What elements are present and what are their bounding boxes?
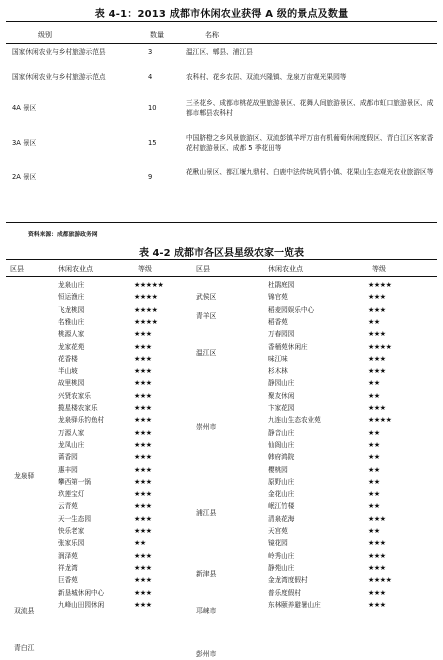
left-star-rating: ★★★	[134, 367, 152, 376]
right-county-label: 武侯区	[196, 293, 217, 302]
left-point-name: 万源人家	[58, 428, 85, 437]
left-star-rating: ★★★	[134, 502, 152, 511]
right-point-name: 天宫苑	[268, 527, 288, 535]
left-star-rating: ★★★	[134, 440, 152, 449]
table2-header-level-right: 等级	[372, 265, 386, 273]
right-point-name: 樱桃园	[268, 465, 288, 474]
right-star-rating: ★★	[368, 465, 380, 474]
right-star-rating: ★★★★	[368, 416, 392, 425]
right-star-rating: ★★	[368, 477, 380, 486]
right-star-rating: ★★★	[368, 354, 386, 363]
left-point-name: 花香楼	[58, 354, 78, 363]
left-point-name: 龙泉山庄	[58, 281, 85, 289]
right-point-name: 金花山庄	[268, 490, 295, 499]
right-star-rating: ★★★	[368, 305, 386, 314]
table1-names-cell: 农科村、花乡农居、双流兴隆镇、龙泉万亩观光果园等	[186, 73, 347, 81]
left-point-name: 蔷香园	[58, 453, 78, 462]
table1-bottom-rule	[6, 222, 437, 223]
left-point-name: 桃源人家	[58, 330, 85, 339]
right-point-name: 韩府鸿院	[268, 453, 295, 462]
left-point-name: 龙凤山庄	[58, 440, 85, 449]
left-point-name: 惠丰园	[58, 465, 78, 474]
left-point-name: 玖莲宝灯	[58, 490, 85, 499]
right-point-name: 金龙湾度假村	[268, 576, 308, 585]
right-star-rating: ★★★	[368, 539, 386, 548]
left-star-rating: ★★★	[134, 490, 152, 499]
table1-header-count: 数量	[150, 31, 164, 39]
left-point-name: 润泽苑	[58, 551, 78, 560]
right-point-name: 静园山庄	[268, 379, 295, 388]
table1-names-cell: 中国脐橙之乡风景旅游区、双流彭镇羊坪万亩有机葡萄休闲度假区、青白江区客家香花村旅游景区、成都 5 季花田等	[186, 134, 434, 152]
right-star-rating: ★★★★	[368, 342, 392, 351]
right-point-name: 聚友休闲	[268, 391, 295, 400]
table1-count-cell: 3	[148, 48, 153, 56]
left-star-rating: ★★★	[134, 576, 152, 585]
right-star-rating: ★★★★	[368, 576, 392, 585]
right-star-rating: ★★	[368, 428, 380, 437]
right-county-label: 邛崃市	[196, 607, 217, 616]
right-star-rating: ★★★	[368, 293, 386, 302]
table1-count-cell: 10	[148, 104, 157, 112]
left-star-rating: ★★★	[134, 477, 152, 486]
right-point-name: 杜鹃庭园	[268, 281, 295, 289]
table2-header-point-right: 休闲农业点	[268, 265, 303, 273]
left-point-name: 祥龙湾	[58, 563, 78, 572]
left-point-name: 新垦城休闲中心	[58, 588, 105, 597]
table1-title: 表 4-1：2013 成都市休闲农业获得 A 级的景点及数量	[94, 9, 349, 20]
table1-count-cell: 9	[148, 173, 153, 181]
table2-header-county-right: 区县	[196, 265, 210, 273]
right-star-rating: ★★★	[368, 563, 386, 572]
table1-source: 资料来源：成都旅游政务网	[28, 232, 98, 238]
right-star-rating: ★★	[368, 379, 380, 388]
right-star-rating: ★★★	[368, 600, 386, 609]
right-point-name: 岭秀山庄	[268, 551, 295, 560]
right-county-label: 彭州市	[196, 650, 217, 659]
table2-header-rule	[6, 276, 437, 277]
right-point-name: 原野山庄	[268, 477, 295, 486]
left-point-name: 名雅山庄	[58, 317, 85, 326]
left-point-name: 龙泉驿乐钓鱼村	[58, 416, 105, 425]
left-star-rating: ★★★	[134, 465, 152, 474]
table1-names-cell: 温江区、郫县、浦江县	[186, 48, 253, 56]
left-star-rating: ★★★	[134, 563, 152, 572]
left-star-rating: ★★★	[134, 342, 152, 351]
left-point-name: 飞龙桃园	[58, 305, 85, 314]
left-star-rating: ★★★	[134, 588, 152, 597]
right-point-name: 东林颐养避暑山庄	[268, 600, 321, 609]
right-point-name: 万春园园	[268, 330, 295, 339]
left-star-rating: ★★★★	[134, 305, 158, 314]
left-star-rating: ★★★★	[134, 317, 158, 326]
left-point-name: 张家乐园	[58, 539, 85, 548]
right-point-name: 杉木林	[268, 367, 288, 376]
left-star-rating: ★★★	[134, 428, 152, 437]
left-point-name: 云青苑	[58, 502, 78, 511]
right-county-label: 青羊区	[196, 311, 217, 320]
right-county-label: 崇州市	[196, 422, 217, 431]
left-point-name: 龙家花苑	[58, 342, 85, 351]
left-county-label: 青白江	[14, 644, 35, 652]
table2-header-point-left: 休闲农业点	[58, 265, 93, 273]
left-star-rating: ★★★	[134, 514, 152, 523]
right-star-rating: ★★	[368, 453, 380, 462]
left-star-rating: ★★	[134, 539, 146, 548]
right-star-rating: ★★	[368, 317, 380, 326]
table2-header-county-left: 区县	[10, 265, 24, 273]
left-star-rating: ★★★	[134, 404, 152, 412]
right-star-rating: ★★	[368, 440, 380, 449]
table1-level-cell: 4A 景区	[12, 104, 37, 112]
table2-top-rule	[6, 259, 437, 260]
right-point-name: 稻香苑	[268, 317, 288, 326]
left-star-rating: ★★★★	[134, 293, 158, 302]
right-county-label: 温江区	[196, 348, 217, 357]
right-star-rating: ★★★	[368, 330, 386, 339]
right-point-name: 静音山庄	[268, 428, 295, 437]
right-star-rating: ★★★	[368, 514, 386, 523]
right-point-name: 静苑山庄	[268, 563, 295, 572]
left-star-rating: ★★★	[134, 330, 152, 339]
right-star-rating: ★★★	[368, 551, 386, 560]
left-point-name: 恒运渔庄	[58, 293, 85, 302]
table2-header-level-left: 等级	[138, 265, 152, 273]
left-star-rating: ★★★	[134, 391, 152, 400]
table1-top-rule	[6, 21, 437, 22]
right-point-name: 镜花园	[268, 539, 288, 548]
right-star-rating: ★★	[368, 490, 380, 499]
left-star-rating: ★★★	[134, 453, 152, 462]
left-star-rating: ★★★	[134, 600, 152, 609]
right-point-name: 清泉花海	[268, 514, 295, 523]
right-county-label: 浦江县	[196, 508, 217, 517]
left-point-name: 巨香苑	[58, 576, 78, 585]
right-star-rating: ★★★	[368, 404, 386, 412]
right-star-rating: ★★★★	[368, 281, 392, 289]
table1-count-cell: 15	[148, 139, 157, 147]
left-point-name: 揽星楼农家乐	[58, 404, 98, 412]
left-point-name: 快乐老家	[58, 527, 85, 535]
left-point-name: 九峰山田园休闲	[58, 600, 105, 609]
left-county-label: 双流县	[14, 607, 35, 616]
left-star-rating: ★★★★★	[134, 281, 164, 289]
table1-header-rule	[6, 43, 437, 44]
right-point-name: 味江味	[268, 354, 288, 363]
table1-level-cell: 国家休闲农业与乡村旅游示范点	[12, 73, 106, 81]
table1-level-cell: 2A 景区	[12, 173, 37, 181]
right-point-name: 稻麦园娱乐中心	[268, 305, 315, 314]
left-county-label: 龙泉驿	[14, 471, 35, 480]
left-point-name: 故里桃园	[58, 379, 85, 388]
left-star-rating: ★★★	[134, 379, 152, 388]
left-point-name: 半山坡	[58, 367, 78, 376]
left-star-rating: ★★★	[134, 551, 152, 560]
right-star-rating: ★★	[368, 502, 380, 511]
right-star-rating: ★★	[368, 391, 380, 400]
right-point-name: 岷江竹楼	[268, 502, 295, 511]
table1-level-cell: 国家休闲农业与乡村旅游示范县	[12, 48, 106, 56]
table1-header-names: 名称	[205, 31, 219, 39]
right-star-rating: ★★	[368, 527, 380, 535]
right-county-label: 新津县	[196, 570, 217, 579]
left-point-name: 兴贤农家乐	[58, 391, 91, 400]
right-point-name: 锦官苑	[268, 293, 288, 302]
right-point-name: 普乐度假村	[268, 588, 301, 597]
table1-level-cell: 3A 景区	[12, 139, 37, 147]
right-star-rating: ★★★	[368, 367, 386, 376]
right-point-name: 香桶苑休闲庄	[268, 342, 308, 351]
table1-names-cell: 三圣花乡、成都市桃花故里旅游景区、花舞人间旅游景区、成都市虹口旅游景区、成都市郫县农科村	[186, 99, 434, 117]
right-star-rating: ★★★	[368, 588, 386, 597]
left-star-rating: ★★★	[134, 527, 152, 535]
table1-names-cell: 花楸山景区、都江堰九鼎村、白鹿中法传统风情小镇、花果山生态观光农业旅游区等	[186, 168, 434, 176]
left-point-name: 天一生态园	[58, 514, 91, 523]
right-point-name: 卞家花园	[268, 404, 295, 412]
right-point-name: 仙阁山庄	[268, 440, 295, 449]
table2-title: 表 4-2 成都市各区县星级农家一览表	[138, 248, 305, 259]
table1-header-level: 级别	[38, 31, 52, 39]
table1-count-cell: 4	[148, 73, 153, 81]
left-point-name: 攀西第一锅	[58, 477, 91, 486]
right-point-name: 九连山生态农业苑	[268, 416, 321, 425]
left-star-rating: ★★★	[134, 416, 152, 425]
left-star-rating: ★★★	[134, 354, 152, 363]
